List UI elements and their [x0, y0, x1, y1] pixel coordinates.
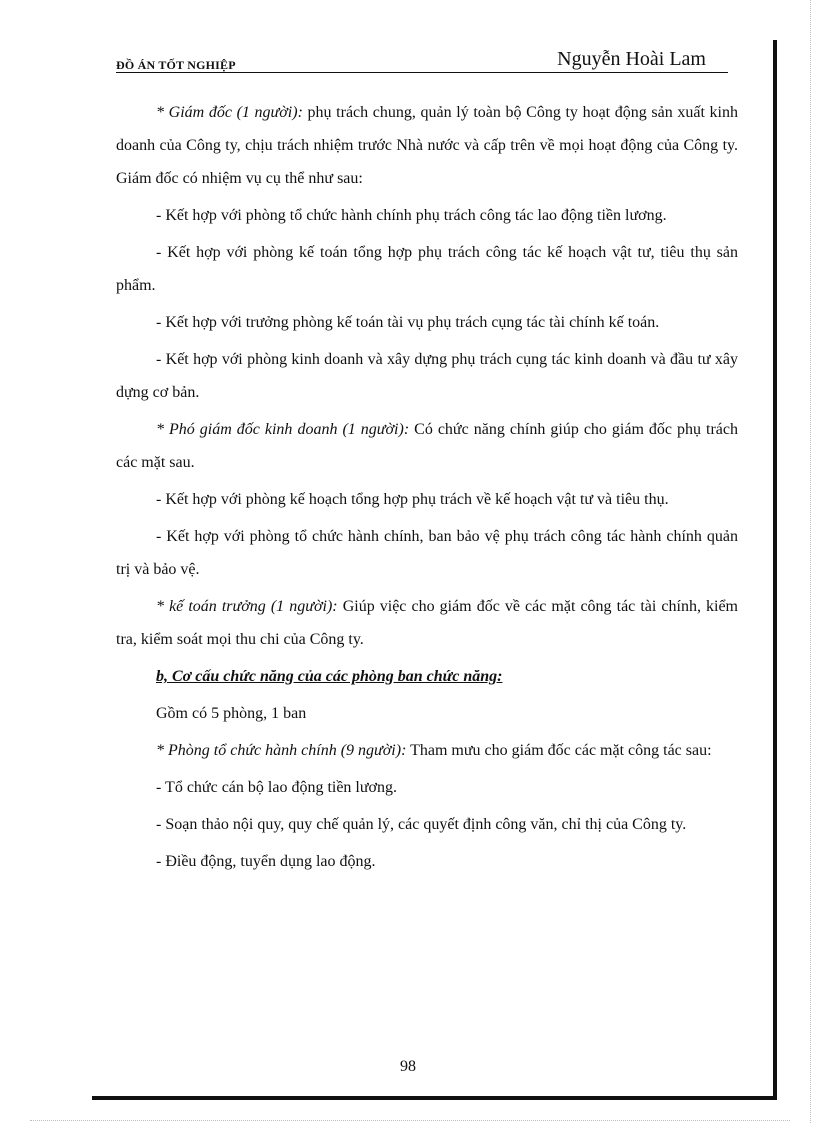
page-number: 98	[400, 1058, 416, 1075]
list-item: - Kết hợp với phòng tổ chức hành chính, ban bảo vệ phụ trách công tác hành chính quản trị và bảo vệ.	[116, 528, 738, 578]
paragraph-phong-to-chuc	[116, 734, 738, 767]
list-item: - Kết hợp với trưởng phòng kế toán tài vụ phụ trách cụng tác tài chính kế toán.	[156, 314, 660, 331]
list-item: - Điều động, tuyển dụng lao động.	[156, 853, 376, 870]
page-body	[116, 96, 738, 882]
section-heading: b, Cơ cấu chức năng của các phòng ban chức năng:	[156, 668, 503, 685]
paragraph-lead: * kế toán trưởng (1 người):	[156, 598, 338, 615]
header-rule	[116, 72, 728, 73]
paragraph-lead: * Phó giám đốc kinh doanh (1 người):	[156, 421, 410, 438]
list-item: - Kết hợp với phòng tổ chức hành chính phụ trách công tác lao động tiền lương.	[156, 207, 667, 224]
page-edge-right	[810, 0, 811, 1123]
paragraph-text: Tham mưu cho giám đốc các mặt công tác sau:	[406, 742, 712, 759]
list-item: - Kết hợp với phòng kế hoạch tổng hợp phụ trách về kế hoạch vật tư và tiêu thụ.	[156, 491, 669, 508]
page-header	[116, 44, 728, 74]
paragraph-text: phụ trách chung, quản lý toàn bộ Công ty hoạt động sản xuất kinh doanh của Công ty, chịu trách nhiệm trước Nhà nước và cấp trên về mọi hoạt động của Công ty. Giám đốc có nhiệm vụ cụ thể như sau:	[116, 104, 738, 187]
header-title: ĐỒ ÁN TỐT NGHIỆP	[116, 58, 236, 72]
list-item: - Tổ chức cán bộ lao động tiền lương.	[156, 779, 398, 796]
paragraph-ke-toan-truong	[116, 590, 738, 656]
paragraph-lead: * Phòng tổ chức hành chính (9 người):	[156, 742, 407, 759]
list-item: - Soạn thảo nội quy, quy chế quản lý, các quyết định công văn, chỉ thị của Công ty.	[156, 816, 687, 833]
list-item: - Kết hợp với phòng kinh doanh và xây dựng phụ trách cụng tác kinh doanh và đầu tư xây dựng cơ bản.	[116, 351, 738, 401]
paragraph-text: Gồm có 5 phòng, 1 ban	[156, 705, 307, 722]
page-edge-bottom	[30, 1120, 790, 1121]
page-border-bottom	[92, 1096, 777, 1100]
list-item: - Kết hợp với phòng kế toán tổng hợp phụ trách công tác kế hoạch vật tư, tiêu thụ sản phẩm.	[116, 244, 738, 294]
paragraph-giam-doc	[116, 96, 738, 195]
page-border-right	[773, 40, 777, 1100]
paragraph-lead: * Giám đốc (1 người):	[156, 104, 303, 121]
paragraph-text: Giúp việc cho giám đốc về các mặt công tác tài chính, kiểm tra, kiểm soát mọi thu chi của Công ty.	[116, 598, 739, 648]
header-author: Nguyễn Hoài Lam	[557, 48, 706, 70]
paragraph-pho-giam-doc	[116, 413, 738, 479]
paragraph-text: Có chức năng chính giúp cho giám đốc phụ trách các mặt sau.	[116, 421, 739, 471]
